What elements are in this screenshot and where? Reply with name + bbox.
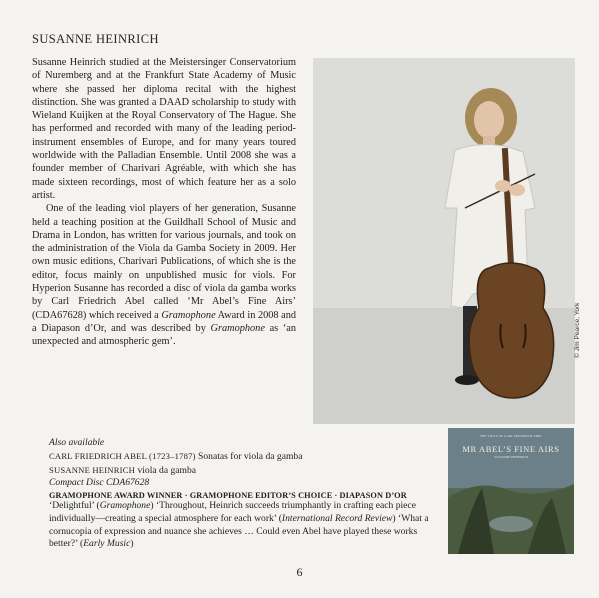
bio-text-part: Award in 2008 and a Diapason d’Or, and was described by <box>32 309 296 334</box>
quote-source: Gramophone <box>99 500 151 511</box>
quote-text: ‘Delightful’ ( <box>49 500 100 511</box>
photo-credit: © Jim Pearce, York <box>574 302 581 358</box>
bio-text-part: as ‘an unexpected and atmospheric gem’. <box>32 322 297 348</box>
quote-text: ) <box>130 538 134 550</box>
bio-paragraph-1: Susanne Heinrich studied at the Meistersinger Conservatorium of Nuremberg and at the Frankfurt State Academy of Music where she passed her diploma recital with the highest distinction. She was granted a DAAD scholarship to study with Wieland Kuijken at the Royal Conservatory of The Hague. She has performed and recorded with many of the leading period-instrument ensembles of Europe, and for many years toured worldwide with the Palladian Ensemble. Until 2008 she was a founder member of Charivari Agréable, with which she has made sixteen recordings, most of which feature her as a solo artist. <box>32 57 296 201</box>
composer-name: CARL FRIEDRICH ABEL (1723–1787) <box>49 450 196 461</box>
performer-name: SUSANNE HEINRICH <box>49 464 136 475</box>
performer-instrument: viola da gamba <box>135 464 197 476</box>
bio-text-part: One of the leading viol players of her generation, Susanne held a teaching position at the Guildhall School of Music and Drama in London, has written for various journals, and took on the administration of the Viola da Gamba Society in 2009. Her own music editions, Charivari Publications, of which she is the editor, focus mainly on unpublished music for viols. For Hyperion Susanne has recorded a disc of viola da gamba works by Carl Friedrich Abel called ‘Mr Abel’s Fine Airs’ (CDA67628) which received a <box>32 203 296 321</box>
album-work: Sonatas for viola da gamba <box>195 450 303 462</box>
album-awards: GRAMOPHONE AWARD WINNER · GRAMOPHONE EDITOR’S CHOICE · DIAPASON D’OR <box>49 491 407 501</box>
cover-artist: SUSANNE HEINRICH <box>494 455 528 459</box>
publication-name: Gramophone <box>210 322 265 334</box>
album-format: Compact Disc CDA67628 <box>49 477 150 489</box>
album-cover-thumbnail <box>448 428 574 554</box>
cover-subtitle: THE VIOLS OF CARL FRIEDRICH ABEL <box>479 434 543 438</box>
quote-text: ) ‘Throughout, Heinrich succeeds triumphantly in crafting each piece individually—creating a special atmosphere for each work’ ( <box>49 500 416 524</box>
biography-text <box>32 56 296 349</box>
portrait-photo <box>313 58 575 424</box>
quote-source: Early Music <box>83 538 131 550</box>
also-available-block <box>49 437 429 503</box>
review-quotes <box>49 500 434 551</box>
quote-text: ) ‘What a cornucopia of expression and nuance she achieves … Could even Abel have played these works better?’ ( <box>49 512 429 550</box>
publication-name: Gramophone <box>161 309 216 321</box>
portrait-illustration <box>313 58 575 424</box>
album-composer-line <box>49 450 429 464</box>
page-number: 6 <box>296 565 303 579</box>
cover-title: MR ABEL’S FINE AIRS <box>462 444 560 454</box>
album-performer-line <box>49 464 429 478</box>
quote-source: International Record Review <box>281 512 393 524</box>
bio-paragraph-2 <box>32 202 296 348</box>
section-heading: SUSANNE HEINRICH <box>32 32 159 46</box>
also-available-label: Also available <box>49 437 105 448</box>
